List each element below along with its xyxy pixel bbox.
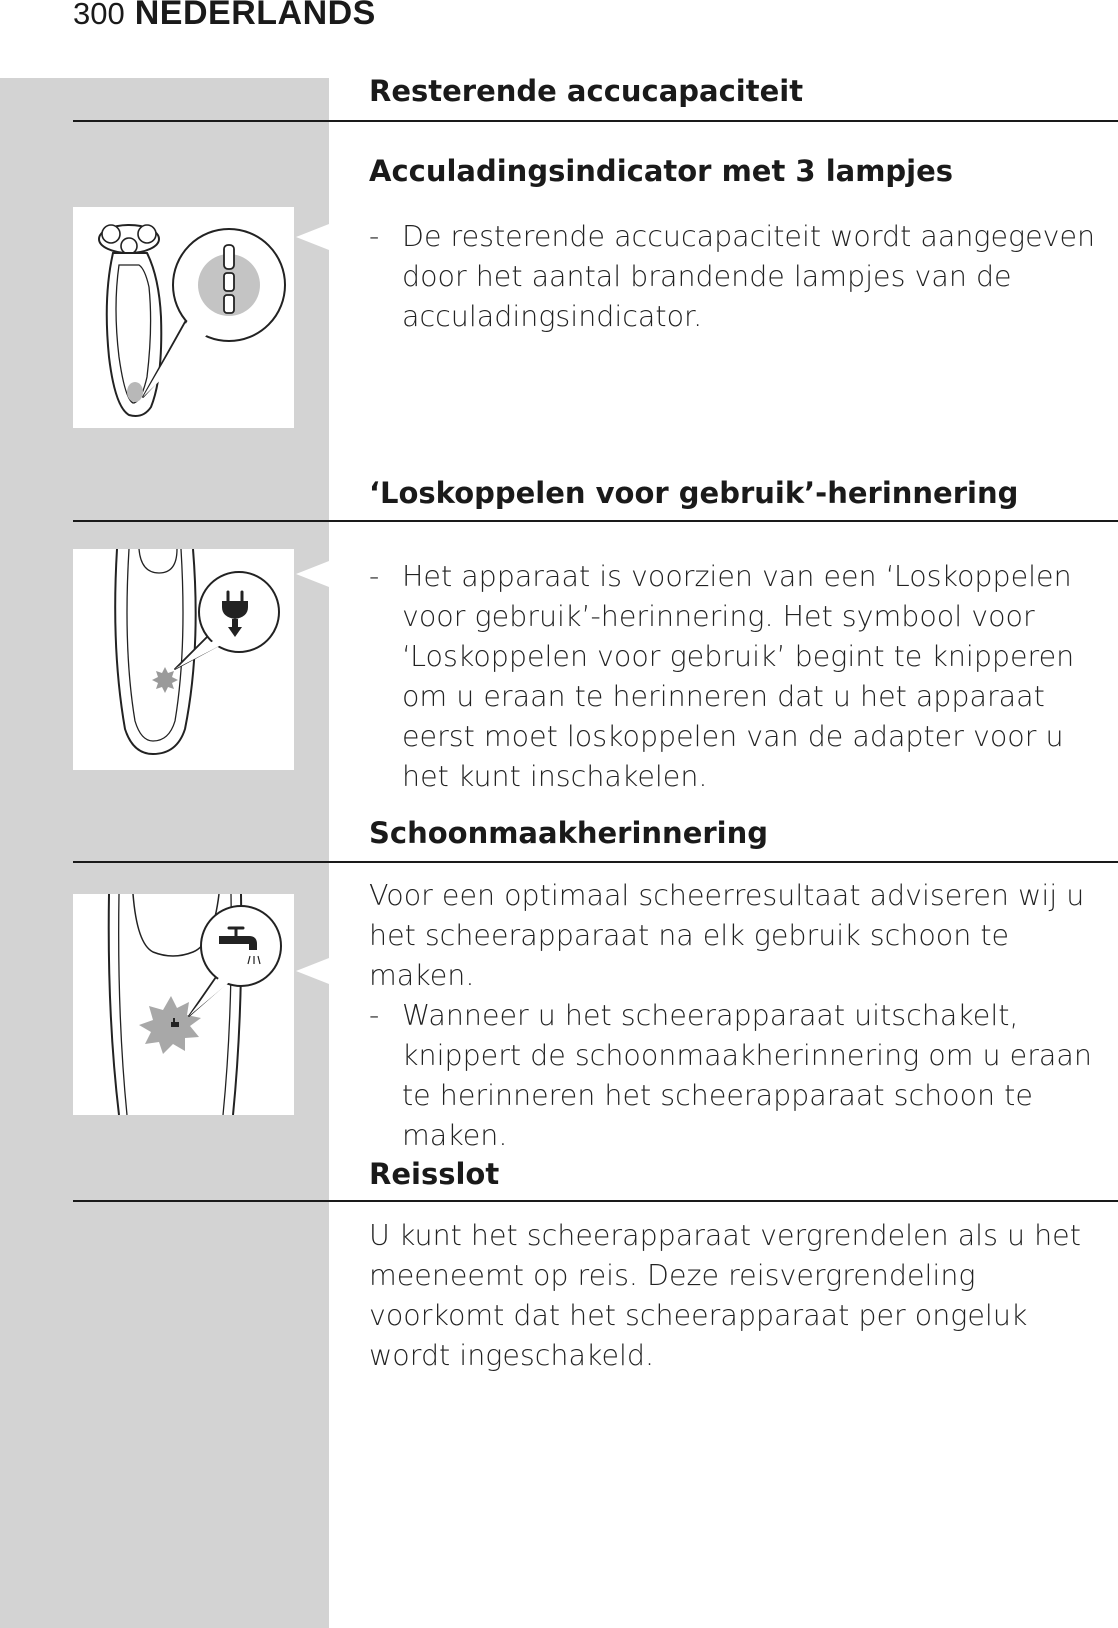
page-number: 300 <box>73 0 125 31</box>
section-heading-unplug-reminder: ‘Loskoppelen voor gebruik’-herinnering <box>369 476 1019 510</box>
cleaning-intro: Voor een optimaal scheerresultaat adviseren wij u het scheerapparaat na elk gebruik schoon te maken. <box>369 879 1085 992</box>
travel-lock-text: U kunt het scheerapparaat vergrendelen als u het meeneemt op reis. Deze reisvergrendeling voorkomt dat het scheerapparaat per ongeluk wordt ingeschakeld. <box>369 1219 1081 1372</box>
callout-pointer <box>296 224 329 250</box>
chapter-title: NEDERLANDS <box>134 0 376 32</box>
section-rule <box>73 520 1118 522</box>
bullet-item: - Wanneer u het scheerapparaat uitschakelt, knippert de schoonmaakherinnering om u eraan te herinneren het scheerapparaat schoon te maken. <box>369 999 1092 1152</box>
unplug-reminder-text <box>369 557 1114 797</box>
callout-pointer <box>296 958 329 984</box>
section-heading-travel-lock: Reisslot <box>369 1157 500 1191</box>
page-header <box>73 0 376 38</box>
section-heading-remaining-capacity: Resterende accucapaciteit <box>369 74 804 108</box>
battery-indicator-text <box>369 217 1114 337</box>
shaver-unplug-illustration <box>73 549 294 770</box>
section-rule <box>73 120 1118 122</box>
callout-pointer <box>296 561 329 587</box>
subsection-heading-battery-indicator: Acculadingsindicator met 3 lampjes <box>369 154 954 188</box>
bullet-item: - Het apparaat is voorzien van een ‘Loskoppelen voor gebruik’-herinnering. Het symbool voor ‘Loskoppelen voor gebruik’ begint te knipperen om u eraan te herinneren dat u het apparaat eerst moet loskoppelen van de adapter voor u het kunt inschakelen. <box>369 560 1075 793</box>
section-rule <box>73 1200 1118 1202</box>
section-heading-cleaning-reminder: Schoonmaakherinnering <box>369 816 769 850</box>
shaver-battery-illustration <box>73 207 294 428</box>
cleaning-reminder-text <box>369 876 1114 1156</box>
section-rule <box>73 861 1118 863</box>
bullet-item: - De resterende accucapaciteit wordt aangegeven door het aantal brandende lampjes van de acculadingsindicator. <box>369 220 1096 333</box>
shaver-cleaning-illustration <box>73 894 294 1115</box>
